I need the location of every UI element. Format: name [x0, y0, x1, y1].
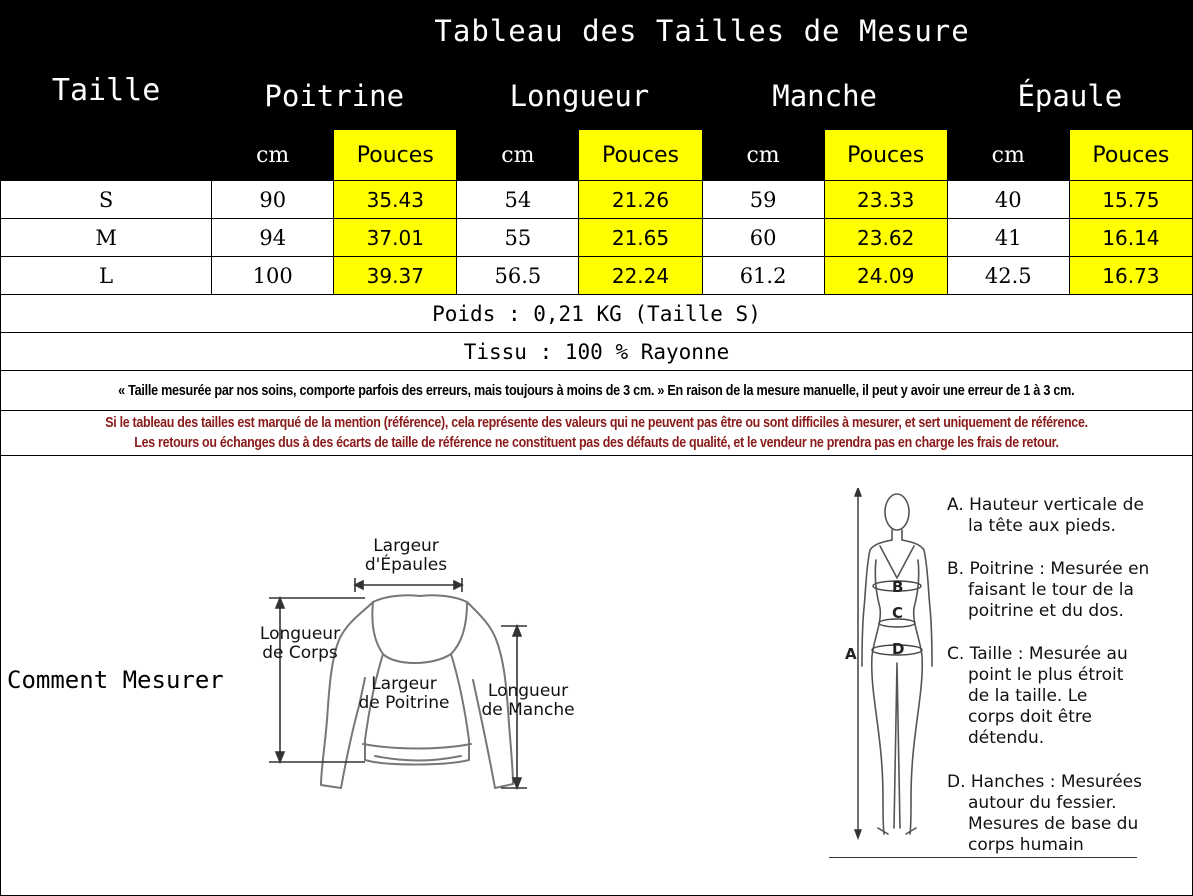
value-cell: 23.33	[824, 181, 947, 219]
legend-c-line: détendu.	[968, 728, 1045, 748]
value-cell: 56.5	[457, 257, 579, 295]
legend-a-line: A. Hauteur verticale de	[947, 495, 1144, 515]
warning-line-1: Si le tableau des tailles est marqué de la mention (référence), cela représente des valeurs qui ne peuvent pas être ou sont difficiles à mesurer, et sert uniquement de référence.	[105, 415, 1088, 431]
legend-b-line: B. Poitrine : Mesurée en	[947, 559, 1150, 579]
value-cell: 100	[212, 257, 334, 295]
value-cell: 55	[457, 219, 579, 257]
value-cell: 59	[702, 181, 824, 219]
measurement-note-text: « Taille mesurée par nos soins, comporte parfois des erreurs, mais toujours à moins de 3 cm. » En raison de la mesure manuelle, il peut y avoir une erreur de 1 à 3 cm.	[118, 382, 1075, 399]
chest-width-line-2: de Poitrine	[358, 693, 450, 713]
legend-d-line: corps humain	[968, 835, 1084, 855]
weight-row: Poids : 0,21 KG (Taille S)	[1, 295, 1193, 333]
value-cell: 24.09	[824, 257, 947, 295]
unit-inches: Pouces	[1069, 130, 1192, 181]
value-cell: 16.14	[1069, 219, 1192, 257]
legend-c-line: point le plus étroit	[968, 665, 1124, 685]
how-to-measure-label: Comment Mesurer	[7, 666, 224, 694]
sleeve-length-label	[478, 682, 578, 720]
unit-cm: cm	[947, 130, 1069, 181]
unit-inches: Pouces	[334, 130, 457, 181]
shoulder-width-line-1: Largeur	[373, 536, 439, 556]
legend-a	[947, 495, 1144, 537]
value-cell: 61.2	[702, 257, 824, 295]
body-length-label	[254, 625, 346, 663]
unit-inches: Pouces	[824, 130, 947, 181]
value-cell: 54	[457, 181, 579, 219]
value-cell: 41	[947, 219, 1069, 257]
legend-d	[947, 772, 1142, 856]
value-cell: 22.24	[579, 257, 702, 295]
measure-header-chest: Poitrine	[212, 62, 457, 130]
sleeve-length-line-1: Longueur	[487, 681, 569, 701]
value-cell: 90	[212, 181, 334, 219]
letter-d: D	[892, 640, 905, 658]
sleeve-length-line-2: de Manche	[481, 700, 575, 720]
value-cell: 21.26	[579, 181, 702, 219]
legend-c	[947, 644, 1128, 749]
letter-b: B	[892, 578, 904, 596]
measure-header-length: Longueur	[457, 62, 702, 130]
legend-c-line: corps doit être	[968, 707, 1092, 727]
letter-a: A	[845, 645, 857, 663]
unit-cm: cm	[212, 130, 334, 181]
shoulder-width-line-2: d'Épaules	[364, 555, 448, 575]
warning-line-2: Les retours ou échanges dus à des écarts de taille de référence ne constituent pas des défauts de qualité, et le vendeur ne prendra pas en charge les frais de retour.	[134, 435, 1059, 451]
fabric-row: Tissu : 100 % Rayonne	[1, 333, 1193, 371]
body-length-line-2: de Corps	[262, 643, 338, 663]
legend-d-line: autour du fessier.	[968, 793, 1117, 813]
value-cell: 39.37	[334, 257, 457, 295]
value-cell: 35.43	[334, 181, 457, 219]
body-figure-illustration	[840, 488, 940, 844]
value-cell: 15.75	[1069, 181, 1192, 219]
value-cell: 16.73	[1069, 257, 1192, 295]
size-cell: M	[1, 219, 212, 257]
chart-title: Tableau des Tailles de Mesure	[212, 1, 1193, 62]
legend-d-line: Mesures de base du	[968, 814, 1139, 834]
unit-cm: cm	[457, 130, 579, 181]
measure-header-shoulder: Épaule	[947, 62, 1192, 130]
value-cell: 94	[212, 219, 334, 257]
size-cell: S	[1, 181, 212, 219]
size-header: Taille	[1, 1, 212, 181]
value-cell: 37.01	[334, 219, 457, 257]
value-cell: 23.62	[824, 219, 947, 257]
shoulder-width-label	[356, 537, 456, 575]
value-cell: 60	[702, 219, 824, 257]
measure-header-sleeve: Manche	[702, 62, 947, 130]
legend-c-line: de la taille. Le	[968, 686, 1088, 706]
value-cell: 21.65	[579, 219, 702, 257]
value-cell: 40	[947, 181, 1069, 219]
value-cell: 42.5	[947, 257, 1069, 295]
legend-underline	[829, 857, 1137, 858]
body-length-line-1: Longueur	[259, 624, 341, 644]
unit-cm: cm	[702, 130, 824, 181]
size-cell: L	[1, 257, 212, 295]
letter-c: C	[892, 604, 904, 622]
legend-c-line: C. Taille : Mesurée au	[947, 644, 1128, 664]
legend-b-line: poitrine et du dos.	[968, 601, 1124, 621]
legend-d-line: D. Hanches : Mesurées	[947, 772, 1142, 792]
legend-b	[947, 559, 1149, 622]
chest-width-line-1: Largeur	[371, 674, 437, 694]
legend-a-line: la tête aux pieds.	[968, 516, 1116, 536]
chest-width-label	[354, 675, 454, 713]
unit-inches: Pouces	[579, 130, 702, 181]
legend-b-line: faisant le tour de la	[968, 580, 1134, 600]
